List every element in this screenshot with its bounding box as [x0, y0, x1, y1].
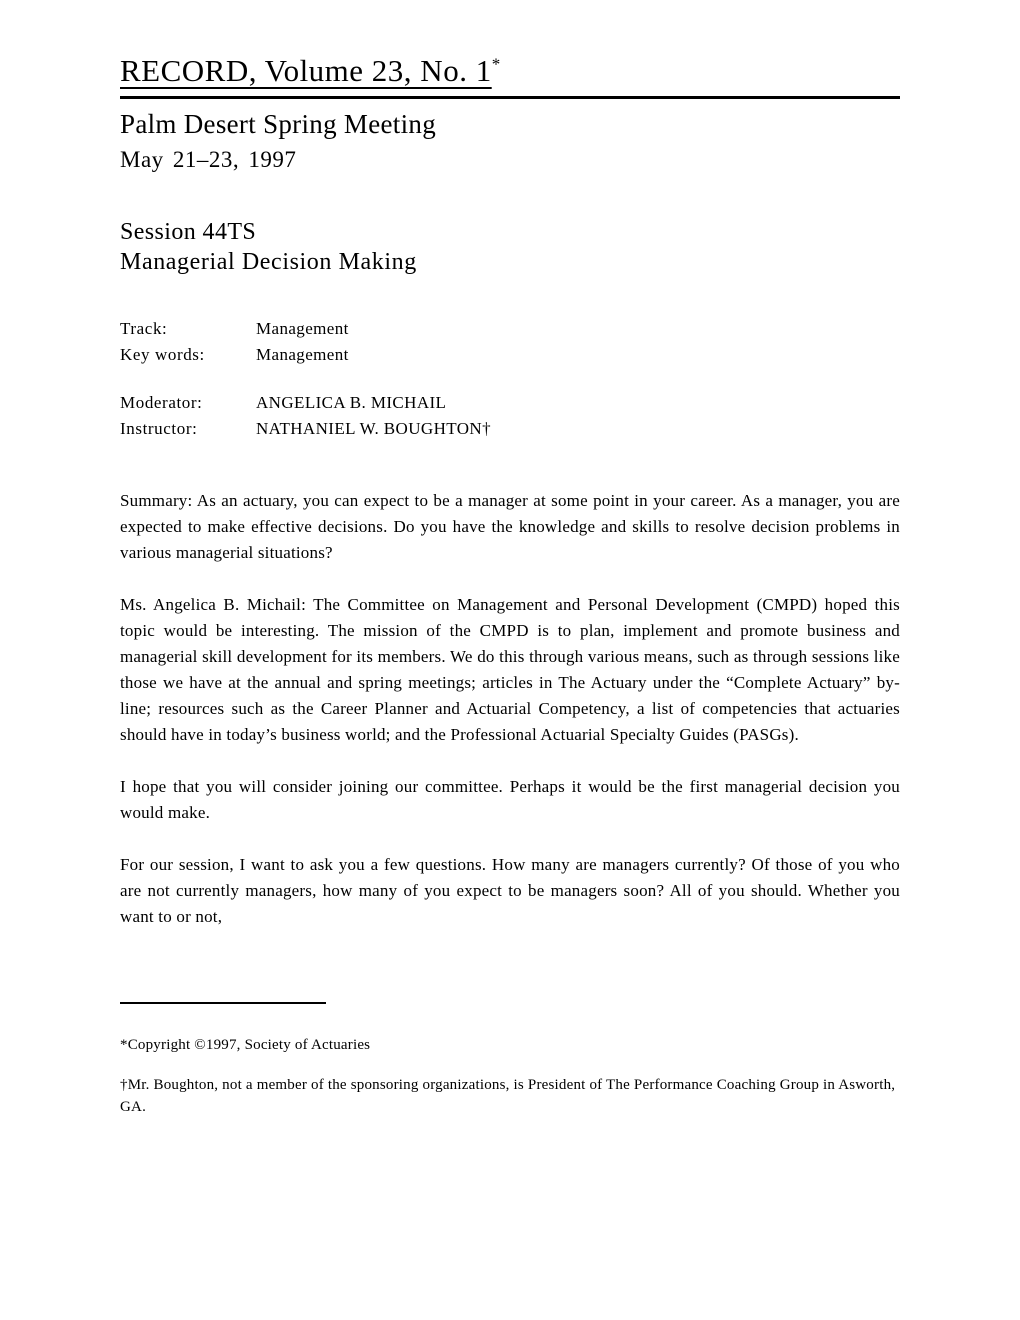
track-row: [120, 316, 900, 342]
session-title: Managerial Decision Making: [120, 249, 417, 276]
session-details: [120, 316, 900, 368]
michail-paragraph-3: For our session, I want to ask you a few questions. How many are managers currently? Of those of you who are not currently managers, how many of you expect to be managers soon? All of you should. Whether you want to or not,: [120, 855, 900, 927]
session-heading: [120, 219, 900, 276]
summary-paragraph: Summary: As an actuary, you can expect to be a manager at some point in your career. As a manager, you are expected to make effective decisions. Do you have the knowledge and skills to resolve decision problems in various managerial situations?: [120, 491, 900, 563]
footnotes-section: [120, 1002, 900, 1118]
copyright-footnote: *Copyright ©1997, Society of Actuaries: [120, 1037, 371, 1054]
meeting-name: Palm Desert Spring Meeting: [120, 109, 437, 140]
track-value: Management: [256, 319, 349, 339]
session-speakers: [120, 390, 900, 442]
moderator-value: ANGELICA B. MICHAIL: [256, 393, 447, 413]
instructor-label: Instructor:: [120, 419, 198, 439]
instructor-row: [120, 416, 900, 442]
record-title: [120, 52, 900, 99]
session-number: Session 44TS: [120, 219, 257, 246]
moderator-label: Moderator:: [120, 393, 203, 413]
michail-paragraph-1: Ms. Angelica B. Michail: The Committee on Management and Personal Development (CMPD) hoped this topic would be interesting. The mission of the CMPD is to plan, implement and promote business and managerial skill development for its members. We do this through various means, such as through sessions like those we have at the annual and spring meetings; articles in The Actuary under the “Complete Actuary” by-line; resources such as the Career Planner and Actuarial Competency, a list of competencies that actuaries should have in today’s business world; and the Professional Actuarial Specialty Guides (PASGs).: [120, 595, 900, 745]
michail-paragraph-2: I hope that you will consider joining our committee. Perhaps it would be the first managerial decision you would make.: [120, 777, 900, 823]
title-footnote-marker: *: [491, 54, 501, 74]
record-title-text: RECORD, Volume 23, No. 1: [120, 53, 492, 88]
boughton-footnote: †Mr. Boughton, not a member of the sponsoring organizations, is President of The Performance Coaching Group in Asworth, GA.: [120, 1077, 896, 1116]
keywords-value: Management: [256, 345, 349, 365]
keywords-label: Key words:: [120, 345, 205, 365]
track-label: Track:: [120, 319, 168, 339]
keywords-row: [120, 342, 900, 368]
transcript-body: [120, 488, 900, 930]
footnote-divider: [120, 1002, 326, 1004]
moderator-row: [120, 390, 900, 416]
meeting-date: May 21–23, 1997: [120, 147, 297, 173]
document-header: [120, 52, 900, 173]
instructor-value: NATHANIEL W. BOUGHTON†: [256, 419, 491, 439]
